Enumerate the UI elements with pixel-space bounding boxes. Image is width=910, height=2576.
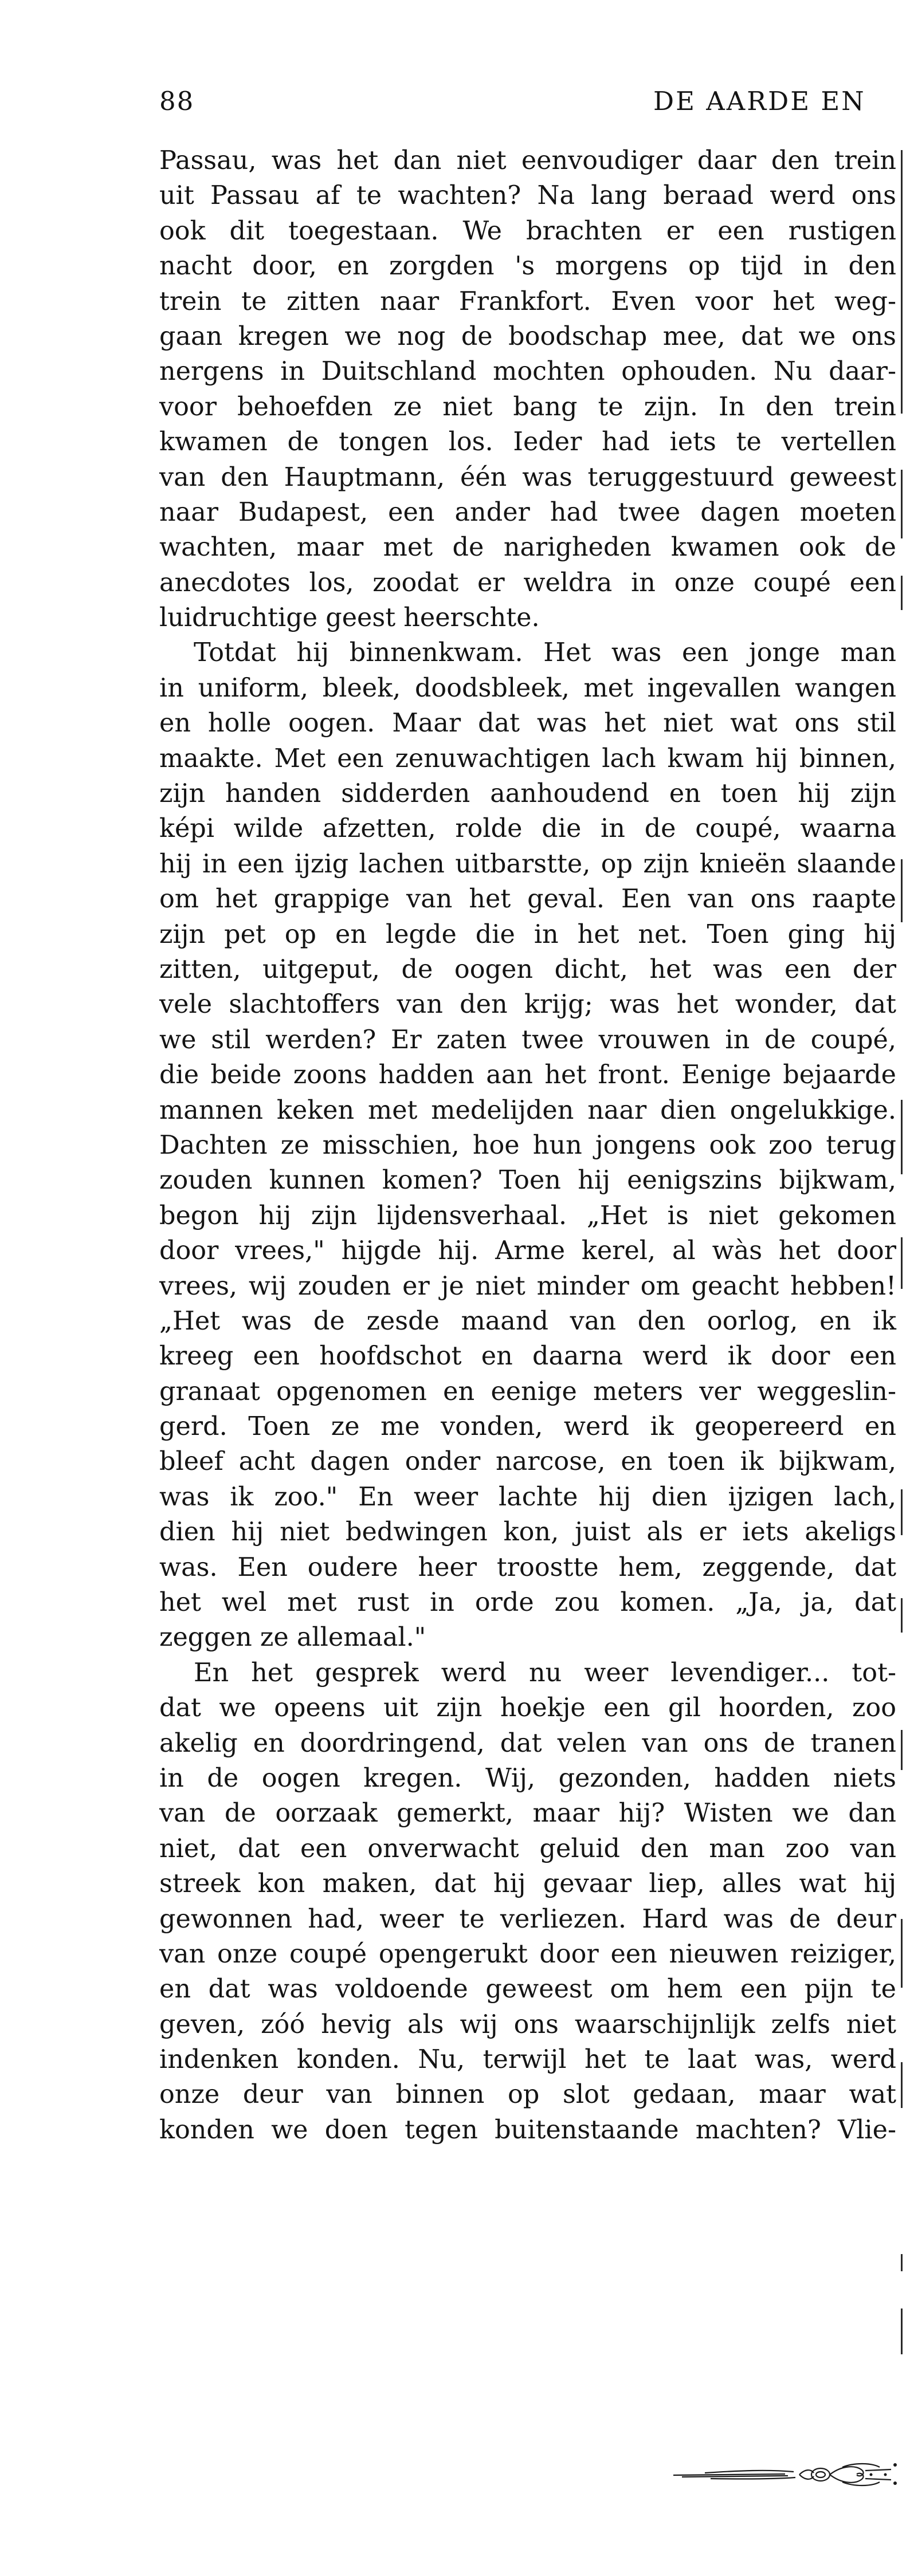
- text-line: zitten, uitgeput, de oogen dicht, het was een der: [159, 954, 896, 984]
- text-line: onze deur van binnen op slot gedaan, maar wat: [159, 2080, 896, 2110]
- text-line: van onze coupé opengerukt door een nieuwen reiziger,: [159, 1939, 896, 1969]
- text-line: nergens in Duitschland mochten ophouden. Nu daar-: [159, 357, 896, 387]
- body-text: [159, 143, 896, 2148]
- text-line: gewonnen had, weer te verliezen. Hard was de deur: [159, 1904, 896, 1934]
- text-line: in uniform, bleek, doodsbleek, met ingevallen wangen: [159, 673, 896, 703]
- text-line: Dachten ze misschien, hoe hun jongens ook zoo terug: [159, 1130, 896, 1160]
- margin-rule: [901, 1237, 903, 1289]
- text-line: anecdotes los, zoodat er weldra in onze coupé een: [159, 568, 896, 597]
- text-line: om het grappige van het geval. Een van ons raapte: [159, 884, 896, 914]
- page-header: [159, 86, 910, 120]
- text-line: kreeg een hoofdschot en daarna werd ik door een: [159, 1342, 896, 1371]
- text-line: door vrees," hijgde hij. Arme kerel, al wàs het door: [159, 1236, 896, 1266]
- text-line: was ik zoo." En weer lachte hij dien ijzigen lach,: [159, 1482, 896, 1512]
- text-line: niet, dat een onverwacht geluid den man zoo van: [159, 1834, 896, 1863]
- page-number: 88: [159, 86, 195, 116]
- text-line: indenken konden. Nu, terwijl het te laat was, werd: [159, 2045, 896, 2075]
- text-line: en dat was voldoende geweest om hem een pijn te: [159, 1975, 896, 2004]
- text-line: we stil werden? Er zaten twee vrouwen in de coupé,: [159, 1025, 896, 1055]
- text-line: en holle oogen. Maar dat was het niet wat ons stil: [159, 709, 896, 738]
- text-line: voor behoefden ze niet bang te zijn. In den trein: [159, 392, 896, 422]
- margin-rule: [901, 2254, 903, 2271]
- text-line: die beide zoons hadden aan het front. Eenige bejaarde: [159, 1060, 896, 1090]
- text-line: zijn handen sidderden aanhoudend en toen hij zijn: [159, 779, 896, 809]
- tailpiece-ornament-icon: [670, 2460, 900, 2488]
- margin-rule: [901, 1598, 903, 1633]
- text-line: uit Passau af te wachten? Na lang beraad werd ons: [159, 181, 896, 211]
- text-line: dien hij niet bedwingen kon, juist als er iets akeligs: [159, 1517, 896, 1547]
- margin-rule: [901, 1489, 903, 1535]
- text-line: naar Budapest, een ander had twee dagen moeten: [159, 497, 896, 527]
- text-line: hij in een ijzig lachen uitbarstte, op zijn knieën slaande: [159, 849, 896, 879]
- text-line: kwamen de tongen los. Ieder had iets te vertellen: [159, 427, 896, 457]
- text-line: streek kon maken, dat hij gevaar liep, alles wat hij: [159, 1869, 896, 1899]
- margin-rule: [901, 1919, 903, 1988]
- margin-rule: [901, 1100, 903, 1174]
- text-line: konden we doen tegen buitenstaande machten? Vlie-: [159, 2115, 896, 2145]
- margin-rule: [901, 576, 903, 610]
- running-head: DE AARDE EN: [653, 86, 866, 116]
- text-line: luidruchtige geest heerschte.: [159, 603, 540, 633]
- margin-rule: [901, 470, 903, 538]
- text-line: „Het was de zesde maand van den oorlog, en ik: [159, 1306, 896, 1336]
- text-line: Totdat hij binnenkwam. Het was een jonge man: [194, 638, 896, 668]
- text-line: vrees, wij zouden er je niet minder om geacht hebben!: [159, 1271, 896, 1301]
- text-line: maakte. Met een zenuwachtigen lach kwam hij binnen,: [159, 744, 896, 773]
- text-line: zijn pet op en legde die in het net. Toen ging hij: [159, 919, 896, 949]
- text-line: képi wilde afzetten, rolde die in de coupé, waarna: [159, 814, 896, 844]
- text-line: zouden kunnen komen? Toen hij eenigszins bijkwam,: [159, 1166, 896, 1195]
- text-line: dat we opeens uit zijn hoekje een gil hoorden, zoo: [159, 1693, 896, 1723]
- text-line: van de oorzaak gemerkt, maar hij? Wisten we dan: [159, 1799, 896, 1828]
- margin-rule: [901, 859, 903, 922]
- text-line: gaan kregen we nog de boodschap mee, dat we ons: [159, 321, 896, 351]
- text-line: trein te zitten naar Frankfort. Even voor het weg-: [159, 286, 896, 316]
- text-line: bleef acht dagen onder narcose, en toen ik bijkwam,: [159, 1447, 896, 1477]
- text-line: mannen keken met medelijden naar dien ongelukkige.: [159, 1095, 896, 1125]
- margin-rule: [901, 1730, 903, 1770]
- text-line: van den Hauptmann, één was teruggestuurd geweest: [159, 462, 896, 492]
- text-line: ook dit toegestaan. We brachten er een rustigen: [159, 216, 896, 246]
- margin-rule: [901, 2062, 903, 2108]
- text-line: zeggen ze allemaal.": [159, 1623, 426, 1653]
- text-line: gerd. Toen ze me vonden, werd ik geopereerd en: [159, 1412, 896, 1442]
- text-line: nacht door, en zorgden 's morgens op tijd in den: [159, 251, 896, 281]
- text-line: vele slachtoffers van den krijg; was het wonder, dat: [159, 990, 896, 1020]
- text-line: granaat opgenomen en eenige meters ver weggeslin-: [159, 1377, 896, 1406]
- text-line: En het gesprek werd nu weer levendiger... tot-: [194, 1658, 896, 1688]
- text-line: was. Een oudere heer troostte hem, zeggende, dat: [159, 1552, 896, 1582]
- text-line: wachten, maar met de narigheden kwamen ook de: [159, 533, 896, 563]
- margin-rule: [901, 150, 903, 414]
- text-line: geven, zóó hevig als wij ons waarschijnlijk zelfs niet: [159, 2009, 896, 2039]
- text-line: Passau, was het dan niet eenvoudiger daar den trein: [159, 146, 896, 175]
- text-line: in de oogen kregen. Wij, gezonden, hadden niets: [159, 1763, 896, 1793]
- margin-rule: [901, 2308, 903, 2354]
- text-line: het wel met rust in orde zou komen. „Ja, ja, dat: [159, 1588, 896, 1618]
- text-line: akelig en doordringend, dat velen van ons de tranen: [159, 1728, 896, 1758]
- text-line: begon hij zijn lijdensverhaal. „Het is niet gekomen: [159, 1201, 896, 1230]
